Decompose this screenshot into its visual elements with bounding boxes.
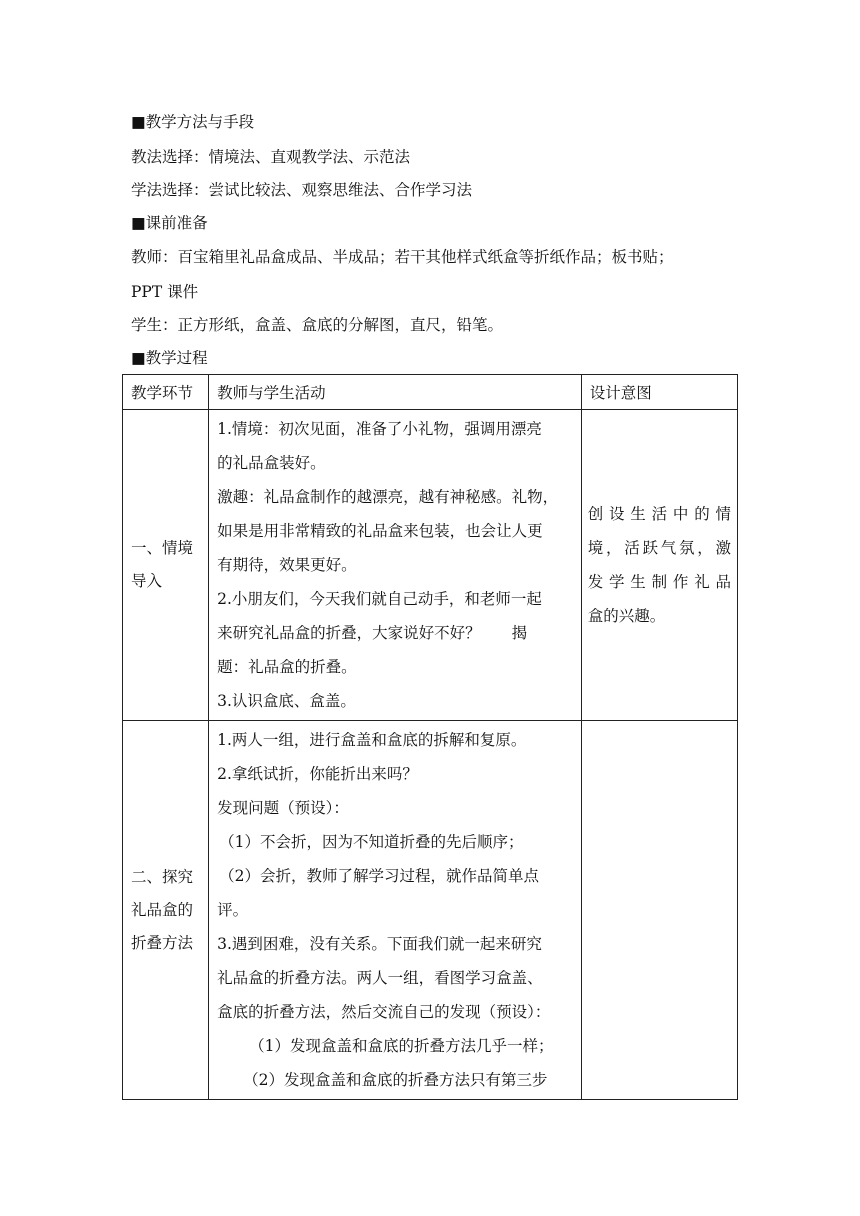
teaching-methods: 教法选择：情境法、直观教学法、示范法: [131, 148, 411, 166]
activity-cell: [209, 721, 582, 1100]
activity-line: 来研究礼品盒的折叠，大家说好不好？ 揭: [217, 624, 528, 642]
activity-line: 的礼品盒装好。: [217, 454, 326, 472]
stage-text: 一、情境: [131, 539, 194, 557]
stage-text: 导入: [131, 572, 163, 590]
activity-line: 题：礼品盒的折叠。: [217, 658, 357, 676]
intent-line: 创设生活中的情: [587, 505, 731, 523]
activity-line: 2.小朋友们，今天我们就自己动手，和老师一起: [217, 590, 542, 608]
activity-line: 2.拿纸试折，你能折出来吗？: [217, 765, 418, 783]
activity-line: 发现问题（预设）：: [217, 799, 349, 817]
activity-line: （2）发现盒盖和盒底的折叠方法只有第三步: [243, 1071, 548, 1089]
activity-line: 1.两人一组，进行盒盖和盒底的拆解和复原。: [217, 731, 527, 749]
activity-line: 有期待，效果更好。: [217, 556, 357, 574]
header-intent: 设计意图: [581, 375, 737, 410]
stage-text: 折叠方法: [131, 933, 194, 952]
activity-line: （2）会折，教师了解学习过程，就作品简单点: [219, 867, 539, 885]
intent-cell: [581, 410, 737, 721]
header-activity: 教师与学生活动: [209, 375, 582, 410]
table-header-row: [123, 375, 738, 410]
activity-line: 3.认识盒底、盒盖。: [217, 692, 356, 710]
activity-line: 3.遇到困难，没有关系。下面我们就一起来研究: [217, 935, 542, 953]
stage-text: 二、探究: [131, 867, 194, 886]
table-row: [123, 410, 738, 721]
activity-line: 盒底的折叠方法，然后交流自己的发现（预设）：: [217, 1003, 551, 1021]
intent-line: 发学生制作礼品: [587, 573, 731, 591]
table-row: [123, 721, 738, 1100]
stage-cell: [123, 410, 209, 721]
activity-line: 礼品盒的折叠方法。两人一组，看图学习盒盖、: [217, 969, 543, 987]
methods-heading: ■教学方法与手段: [131, 113, 255, 131]
stage-cell: [123, 721, 209, 1100]
intent-line: 境，活跃气氛，激: [587, 539, 731, 557]
activity-cell: [209, 410, 582, 721]
stage-text: 礼品盒的: [131, 900, 194, 919]
activity-line: （1）不会折，因为不知道折叠的先后顺序；: [219, 833, 524, 851]
teacher-prep-line2: PPT 课件: [131, 283, 199, 301]
intent-line: 盒的兴趣。: [587, 607, 666, 625]
activity-line: 激趣：礼品盒制作的越漂亮，越有神秘感。礼物，: [217, 488, 559, 506]
teaching-process-table: [122, 374, 738, 1100]
activity-line: （1）发现盒盖和盒底的折叠方法几乎一样；: [249, 1037, 554, 1055]
learning-methods: 学法选择：尝试比较法、观察思维法、合作学习法: [131, 181, 473, 199]
process-heading: ■教学过程: [131, 349, 208, 367]
teacher-prep-line1: 教师：百宝箱里礼品盒成品、半成品；若干其他样式纸盒等折纸作品；板书贴；: [131, 248, 674, 266]
student-prep: 学生：正方形纸，盒盖、盒底的分解图，直尺，铅笔。: [131, 316, 504, 334]
activity-line: 如果是用非常精致的礼品盒来包装，也会让人更: [217, 522, 543, 540]
header-stage: 教学环节: [123, 375, 209, 410]
intent-cell: [581, 721, 737, 1100]
activity-line: 1.情境：初次见面，准备了小礼物，强调用漂亮: [217, 420, 542, 438]
activity-line: 评。: [217, 901, 249, 919]
prep-heading: ■课前准备: [131, 214, 208, 232]
